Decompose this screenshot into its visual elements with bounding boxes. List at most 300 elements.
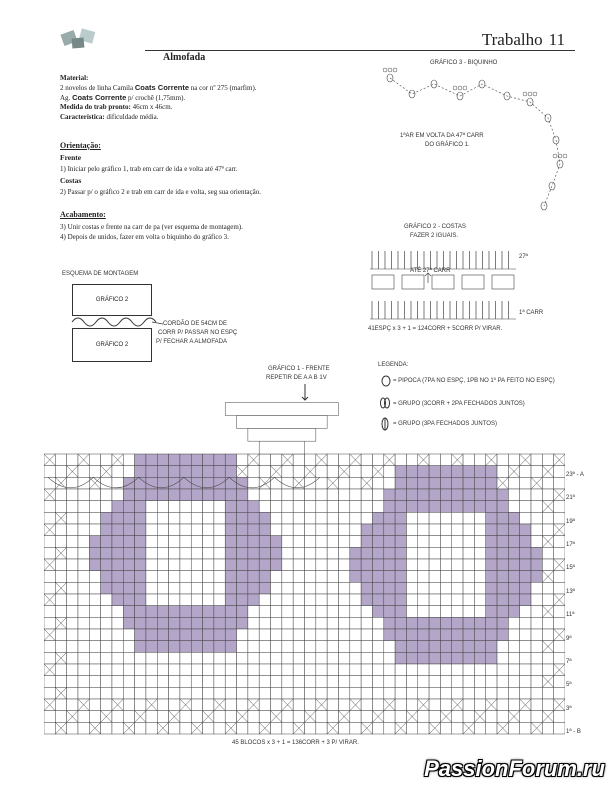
chart-cell — [55, 454, 66, 466]
chart-cell — [474, 477, 485, 489]
chart-cell — [55, 536, 66, 548]
chart-cell — [554, 676, 565, 688]
chart-cell — [474, 536, 485, 548]
front-text: 1) Iniciar pelo gráfico 1, trab em carr de ida e volta até 47ª carr. — [60, 165, 238, 173]
chart-cell — [44, 606, 55, 618]
chart3-popcorn — [409, 90, 415, 98]
chart-cell — [101, 501, 112, 513]
chart-cell — [237, 617, 248, 629]
chart-cell — [237, 536, 248, 548]
chart-cell — [350, 652, 361, 664]
finishing-heading: Acabamento: — [60, 210, 106, 219]
chart-cell — [305, 477, 316, 489]
chart-cell — [271, 536, 282, 548]
chart-cell — [214, 501, 225, 513]
chart-cell — [350, 617, 361, 629]
chart-cell — [406, 699, 417, 711]
chart-cell — [452, 711, 463, 723]
chart-cell — [508, 699, 519, 711]
chart-cell — [520, 466, 531, 478]
chart-cell — [248, 524, 259, 536]
chart-cell — [271, 501, 282, 513]
chart-cell — [67, 629, 78, 641]
chart-cell — [67, 606, 78, 618]
chart-cell — [361, 617, 372, 629]
chart-cell — [327, 501, 338, 513]
chart-cell — [418, 547, 429, 559]
chart-cell — [271, 722, 282, 734]
chart-cell — [384, 582, 395, 594]
chart-cell — [406, 466, 417, 478]
page-header — [482, 30, 565, 50]
chart-cell — [237, 652, 248, 664]
chart-cell — [271, 512, 282, 524]
chart-cell — [214, 477, 225, 489]
chart-cell — [146, 582, 157, 594]
chart-cell — [520, 676, 531, 688]
chart-cell — [271, 454, 282, 466]
chart-cell — [327, 547, 338, 559]
chart-cell — [78, 676, 89, 688]
chart-cell — [531, 606, 542, 618]
chart-cell — [282, 582, 293, 594]
chart-cell — [214, 512, 225, 524]
chart-cell — [293, 512, 304, 524]
chart-cell — [225, 454, 236, 466]
chart-cell — [101, 641, 112, 653]
chart-cell — [214, 489, 225, 501]
chart-cell — [338, 501, 349, 513]
chart-cell — [520, 606, 531, 618]
chart-cell — [123, 559, 134, 571]
chart-cell — [180, 617, 191, 629]
chart-cell — [305, 501, 316, 513]
chart-cell — [508, 489, 519, 501]
chart-cell — [474, 582, 485, 594]
chart-cell — [395, 699, 406, 711]
chart-cell — [508, 722, 519, 734]
chart-cell — [497, 606, 508, 618]
chart-cell — [474, 722, 485, 734]
chart-cell — [248, 711, 259, 723]
chart-cell — [497, 501, 508, 513]
chart-cell — [429, 606, 440, 618]
chart-cell — [293, 699, 304, 711]
chart-cell — [214, 722, 225, 734]
chart-cell — [531, 571, 542, 583]
chart-cell — [327, 687, 338, 699]
chart-cell — [89, 547, 100, 559]
chart-cell — [406, 629, 417, 641]
chart-cell — [350, 606, 361, 618]
chart-cell — [508, 606, 519, 618]
chart-cell — [112, 559, 123, 571]
chart-cell — [361, 466, 372, 478]
chart-cell — [112, 524, 123, 536]
chart-cell — [305, 489, 316, 501]
chart-cell — [293, 454, 304, 466]
chart-cell — [203, 676, 214, 688]
chart-cell — [191, 711, 202, 723]
material-line2: Ag. Coats Corrente p/ crochê (1,75mm). — [60, 93, 186, 102]
chart-cell — [350, 547, 361, 559]
chart-cell — [78, 501, 89, 513]
chart-cell — [203, 547, 214, 559]
chart-cell — [429, 676, 440, 688]
chart-cell — [180, 454, 191, 466]
chart-cell — [520, 722, 531, 734]
chart-cell — [520, 687, 531, 699]
chart-cell — [78, 477, 89, 489]
chart-cell — [180, 559, 191, 571]
chart-cell — [203, 559, 214, 571]
chart-cell — [486, 664, 497, 676]
chart-cell — [157, 652, 168, 664]
chart-cell — [497, 687, 508, 699]
chart-cell — [180, 571, 191, 583]
chart-cell — [372, 617, 383, 629]
chart-cell — [259, 676, 270, 688]
chart-cell — [55, 594, 66, 606]
chart2-arrow-icon — [425, 273, 431, 283]
chart-cell — [384, 687, 395, 699]
chart-cell — [169, 664, 180, 676]
chart-cell — [531, 536, 542, 548]
chart-cell — [542, 477, 553, 489]
chart-cell — [169, 524, 180, 536]
chart-cell — [271, 687, 282, 699]
chart3-picot — [458, 86, 462, 90]
chart-cell — [146, 524, 157, 536]
chart-cell — [452, 687, 463, 699]
chart-cell — [191, 536, 202, 548]
chart-cell — [55, 641, 66, 653]
chart-cell — [282, 641, 293, 653]
chart-cell — [135, 582, 146, 594]
chart-cell — [203, 594, 214, 606]
chart-cell — [384, 664, 395, 676]
chart-cell — [123, 641, 134, 653]
chart-cell — [203, 536, 214, 548]
chart-cell — [180, 722, 191, 734]
chart-cell — [282, 652, 293, 664]
chart-cell — [452, 524, 463, 536]
chart-cell — [112, 641, 123, 653]
chart-cell — [180, 711, 191, 723]
chart-cell — [418, 722, 429, 734]
chart-cell — [474, 664, 485, 676]
chart-cell — [554, 722, 565, 734]
header-number: 11 — [548, 30, 565, 49]
chart1-row-label: 5ª — [566, 682, 572, 689]
chart-cell — [44, 652, 55, 664]
chart-cell — [372, 582, 383, 594]
chart-cell — [169, 617, 180, 629]
chart-cell — [497, 629, 508, 641]
chart-cell — [350, 722, 361, 734]
chart-cell — [67, 501, 78, 513]
chart-cell — [305, 571, 316, 583]
chart-cell — [225, 501, 236, 513]
chart-cell — [55, 466, 66, 478]
chart-cell — [44, 512, 55, 524]
chart-cell — [452, 477, 463, 489]
chart-cell — [180, 641, 191, 653]
chart-cell — [418, 466, 429, 478]
chart-cell — [271, 676, 282, 688]
chart2-title2: FAZER 2 IGUAIS. — [410, 233, 459, 239]
chart-cell — [112, 512, 123, 524]
chart-cell — [214, 617, 225, 629]
chart-cell — [327, 594, 338, 606]
chart-cell — [89, 641, 100, 653]
chart-cell — [135, 454, 146, 466]
chart-cell — [554, 652, 565, 664]
chart-cell — [305, 699, 316, 711]
assembly-cord3: P/ FECHAR A ALMOFADA — [156, 339, 228, 345]
chart-cell — [463, 617, 474, 629]
chart-cell — [463, 524, 474, 536]
chart-cell — [146, 536, 157, 548]
chart-cell — [225, 512, 236, 524]
chart-cell — [237, 664, 248, 676]
chart-cell — [169, 489, 180, 501]
chart-cell — [305, 641, 316, 653]
chart-cell — [486, 676, 497, 688]
chart-cell — [112, 664, 123, 676]
chart-cell — [474, 699, 485, 711]
chart3-picot — [383, 68, 387, 72]
chart-cell — [248, 687, 259, 699]
legend-item-2: = GRUPO (3CORR + 2PA FECHADOS JUNTOS) — [393, 401, 525, 407]
chart-cell — [508, 571, 519, 583]
chart-cell — [101, 524, 112, 536]
chart-cell — [101, 594, 112, 606]
chart-cell — [157, 594, 168, 606]
chart-cell — [293, 617, 304, 629]
chart-cell — [406, 664, 417, 676]
chart-cell — [384, 711, 395, 723]
chart-cell — [271, 559, 282, 571]
chart-cell — [214, 582, 225, 594]
chart2-block — [372, 275, 394, 289]
chart-cell — [214, 547, 225, 559]
chart-cell — [338, 536, 349, 548]
chart-cell — [350, 582, 361, 594]
chart-cell — [338, 454, 349, 466]
chart-cell — [361, 629, 372, 641]
chart-cell — [372, 641, 383, 653]
chart-cell — [282, 536, 293, 548]
chart-cell — [89, 582, 100, 594]
chart3-picot — [563, 154, 567, 158]
chart-cell — [282, 687, 293, 699]
chart-cell — [78, 641, 89, 653]
chart-cell — [372, 512, 383, 524]
chart-peak-row — [248, 428, 316, 441]
material-line1: 2 novelos de linha Camila Coats Corrente na cor nº 275 (marfim). — [60, 83, 257, 92]
chart-cell — [338, 512, 349, 524]
chart-cell — [338, 594, 349, 606]
chart-cell — [180, 547, 191, 559]
chart-cell — [305, 559, 316, 571]
chart-cell — [146, 559, 157, 571]
chart-cell — [248, 489, 259, 501]
chart-cell — [214, 466, 225, 478]
popcorn-icon — [381, 375, 391, 387]
chart-cell — [146, 594, 157, 606]
chart-cell — [542, 512, 553, 524]
chart-cell — [316, 676, 327, 688]
chart-cell — [440, 477, 451, 489]
chart-cell — [452, 512, 463, 524]
chart-cell — [78, 652, 89, 664]
chart-cell — [316, 571, 327, 583]
chart-cell — [282, 629, 293, 641]
chart-cell — [78, 512, 89, 524]
chart-cell — [361, 641, 372, 653]
chart3-chain — [390, 78, 560, 206]
chart-cell — [135, 641, 146, 653]
chart-cell — [372, 629, 383, 641]
chart-cell — [55, 524, 66, 536]
chart1-row-label: 23ª - A — [566, 472, 584, 478]
chart-cell — [78, 489, 89, 501]
chart-cell — [89, 676, 100, 688]
chart-cell — [361, 536, 372, 548]
chart1-row-label: 9ª — [566, 635, 572, 642]
chart-cell — [123, 582, 134, 594]
chart-cell — [203, 699, 214, 711]
chart-cell — [542, 547, 553, 559]
chart-cell — [169, 582, 180, 594]
chart-cell — [418, 676, 429, 688]
chart-cell — [429, 664, 440, 676]
chart-cell — [372, 664, 383, 676]
chart-cell — [203, 687, 214, 699]
chart-cell — [474, 454, 485, 466]
chart-cell — [191, 454, 202, 466]
chart-cell — [440, 652, 451, 664]
chart-cell — [327, 652, 338, 664]
chart-cell — [248, 664, 259, 676]
chart-cell — [429, 477, 440, 489]
chart-cell — [203, 617, 214, 629]
chart-cell — [282, 722, 293, 734]
chart-cell — [440, 676, 451, 688]
chart-cell — [169, 629, 180, 641]
chart-cell — [395, 594, 406, 606]
chart-cell — [497, 711, 508, 723]
chart-cell — [463, 606, 474, 618]
chart-cell — [237, 582, 248, 594]
chart-cell — [384, 536, 395, 548]
chart-cell — [474, 687, 485, 699]
chart-cell — [338, 629, 349, 641]
chart-cell — [225, 641, 236, 653]
chart-cell — [101, 536, 112, 548]
chart-cell — [237, 547, 248, 559]
chart-cell — [293, 536, 304, 548]
chart-cell — [474, 641, 485, 653]
chart-cell — [237, 501, 248, 513]
chart-cell — [259, 582, 270, 594]
chart-cell — [248, 722, 259, 734]
chart-cell — [157, 501, 168, 513]
chart-cell — [520, 489, 531, 501]
chart-cell — [78, 559, 89, 571]
chart-cell — [429, 559, 440, 571]
chart-cell — [169, 559, 180, 571]
chart-cell — [350, 477, 361, 489]
chart-cell — [338, 571, 349, 583]
chart-cell — [350, 571, 361, 583]
chart-cell — [214, 571, 225, 583]
chart-cell — [508, 664, 519, 676]
chart-cell — [146, 664, 157, 676]
chart-cell — [191, 606, 202, 618]
chart3-picot — [528, 92, 532, 96]
chart-cell — [101, 617, 112, 629]
chart-cell — [316, 524, 327, 536]
chart-cell — [135, 676, 146, 688]
finishing-line2: 4) Depois de unidos, fazer em volta o biquinho do gráfico 3. — [60, 233, 229, 241]
chart-cell — [520, 652, 531, 664]
chart-cell — [452, 594, 463, 606]
chart-cell — [418, 594, 429, 606]
chart-cell — [440, 582, 451, 594]
chart-cell — [271, 606, 282, 618]
chart-cell — [327, 617, 338, 629]
back-label: Costas — [60, 176, 82, 185]
chart-cell — [372, 652, 383, 664]
chart-cell — [361, 699, 372, 711]
chart-cell — [463, 582, 474, 594]
chart-cell — [418, 606, 429, 618]
chart-cell — [395, 641, 406, 653]
chart-cell — [520, 629, 531, 641]
chart-cell — [554, 466, 565, 478]
chart-cell — [316, 687, 327, 699]
chart-cell — [237, 571, 248, 583]
chart-cell — [418, 582, 429, 594]
chart-cell — [225, 617, 236, 629]
chart-cell — [316, 664, 327, 676]
chart-cell — [440, 559, 451, 571]
chart-cell — [180, 489, 191, 501]
chart-cell — [101, 489, 112, 501]
chart-cell — [316, 606, 327, 618]
chart-cell — [486, 571, 497, 583]
chart-cell — [406, 617, 417, 629]
chart-cell — [282, 501, 293, 513]
chart-cell — [157, 606, 168, 618]
chart-cell — [316, 711, 327, 723]
chart-cell — [169, 571, 180, 583]
chart-cell — [474, 547, 485, 559]
chart-cell — [372, 571, 383, 583]
chart-cell — [271, 582, 282, 594]
chart-cell — [191, 571, 202, 583]
chart-cell — [486, 582, 497, 594]
chart-cell — [248, 676, 259, 688]
chart-cell — [169, 454, 180, 466]
chart-cell — [395, 629, 406, 641]
chart-cell — [474, 466, 485, 478]
chart-cell — [271, 571, 282, 583]
chart-cell — [180, 512, 191, 524]
assembly-cord — [70, 312, 165, 332]
